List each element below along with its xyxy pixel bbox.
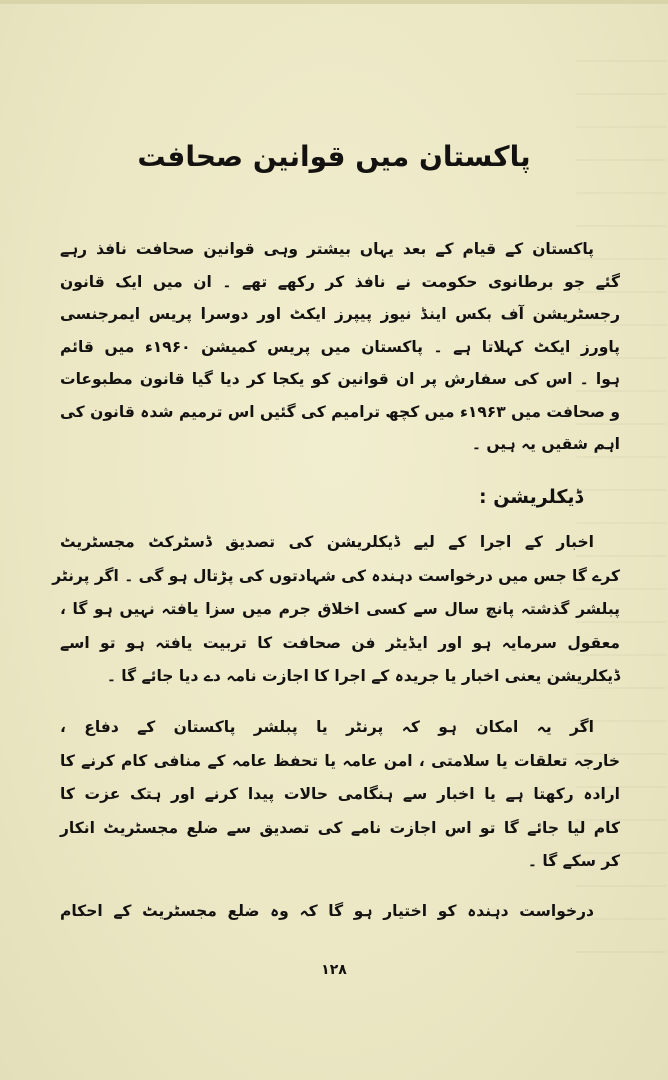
paragraph-line: ہوا ۔ اس کی سفارش پر ان قوانین کو یکجا کر دیا گیا قانون مطبوعات	[60, 370, 620, 388]
paragraph-line: اخبار کے اجرا کے لیے ڈیکلریشن کی تصدیق ڈسٹرکٹ مجسٹریٹ	[60, 533, 594, 551]
page-title: پاکستان میں قوانین صحافت	[137, 140, 531, 173]
paragraph-line: معقول سرمایہ ہو اور ایڈیٹر فن صحافت کا تربیت یافتہ ہو تو اسے	[60, 633, 620, 652]
paragraph-line: پاکستان کے قیام کے بعد یہاں بیشتر وہی قوانین صحافت نافذ رہے	[60, 240, 594, 258]
paragraph-line: کر سکے گا ۔	[527, 852, 620, 870]
paragraph-line: کام لیا جائے گا تو اس اجازت نامے کی تصدیق سے ضلع مجسٹریٹ انکار	[60, 818, 620, 837]
section-heading-declaration: ڈیکلریشن :	[479, 486, 583, 508]
paragraph-line: پبلشر گذشتہ پانچ سال سے کسی اخلاق جرم میں سزا یافتہ نہیں ہو گا ،	[60, 600, 620, 618]
applicant-paragraph	[60, 895, 620, 928]
paragraph-line: ڈیکلریشن یعنی اخبار یا جریدہ کے اجرا کا اجازت نامہ دے دیا جائے گا ۔	[106, 667, 620, 685]
paragraph-line: پاورز ایکٹ کہلاتا ہے ۔ پاکستان میں پریس کمیشن ۱۹۶۰ء میں قائم	[60, 337, 620, 356]
page-top-edge	[0, 0, 668, 4]
paragraph-line: گئے جو برطانوی حکومت نے نافذ کر رکھے تھے ۔ ان میں ایک قانون	[60, 272, 620, 291]
paragraph-line: رجسٹریشن آف بکس اینڈ نیوز پیپرز ایکٹ اور دوسرا پریس ایمرجنسی	[60, 305, 620, 323]
paragraph-line: اگر یہ امکان ہو کہ پرنٹر یا پبلشر پاکستان کے دفاع ،	[60, 718, 594, 736]
intro-paragraph	[60, 233, 620, 461]
paragraph-line: کرے گا جس میں درخواست دہندہ کی شہادتوں کی پڑتال ہو گی ۔ اگر پرنٹر	[52, 566, 620, 585]
page-number: ۱۲۸	[321, 962, 347, 978]
paragraph-line: درخواست دہندہ کو اختیار ہو گا کہ وہ ضلع مجسٹریٹ کے احکام	[60, 902, 594, 920]
paragraph-line: خارجہ تعلقات یا سلامتی ، امن عامہ یا تحفظ عامہ کے منافی کام کرنے کا	[60, 751, 620, 770]
possibility-paragraph	[60, 711, 620, 879]
paragraph-line: اہم شقیں یہ ہیں ۔	[471, 435, 620, 453]
declaration-paragraph	[52, 526, 620, 694]
paragraph-line: ارادہ رکھتا ہے یا اخبار سے ہنگامی حالات پیدا کرنے اور ہتک عزت کا	[60, 785, 620, 803]
paragraph-line: و صحافت میں ۱۹۶۳ء میں کچھ ترامیم کی گئیں اس ترمیم شدہ قانون کی	[60, 402, 620, 421]
